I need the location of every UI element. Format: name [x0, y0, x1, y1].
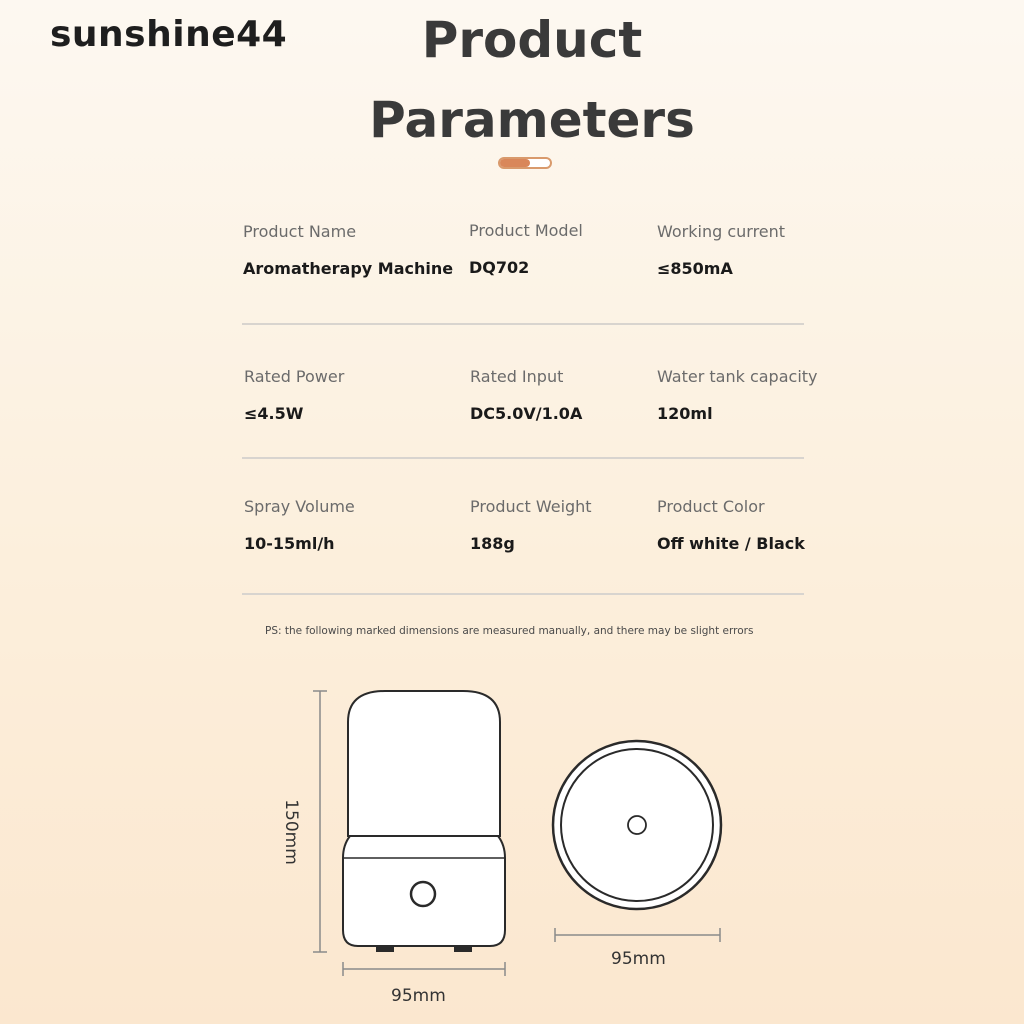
- top-view-machine: [553, 741, 721, 909]
- title-line-2: Parameters: [369, 91, 695, 149]
- param-value: DC5.0V/1.0A: [470, 404, 583, 423]
- param-value: ≤4.5W: [244, 404, 304, 423]
- front-view-machine: [343, 691, 505, 952]
- power-button-icon: [411, 882, 435, 906]
- top-width-dimension-line: [555, 928, 720, 942]
- front-width-label: 95mm: [391, 986, 446, 1006]
- param-label: Rated Power: [244, 367, 345, 386]
- watermark: sunshine44: [50, 14, 288, 55]
- param-label: Product Weight: [470, 497, 592, 516]
- param-value: 120ml: [657, 404, 713, 423]
- param-label: Water tank capacity: [657, 367, 818, 386]
- height-dimension-line: [313, 691, 327, 952]
- height-label: 150mm: [280, 799, 301, 865]
- param-value: 10-15ml/h: [244, 534, 335, 553]
- param-label: Spray Volume: [244, 497, 355, 516]
- param-label: Product Model: [469, 221, 583, 240]
- measurement-note: PS: the following marked dimensions are measured manually, and there may be slight errors: [265, 625, 754, 637]
- param-value: Off white / Black: [657, 534, 805, 553]
- param-value: Aromatherapy Machine: [243, 259, 454, 278]
- mist-outlet-icon: [628, 816, 646, 834]
- param-label: Rated Input: [470, 367, 564, 386]
- top-width-label: 95mm: [611, 949, 666, 969]
- param-value: 188g: [470, 534, 515, 553]
- param-label: Product Color: [657, 497, 765, 516]
- param-label: Product Name: [243, 222, 357, 241]
- param-value: DQ702: [469, 258, 530, 277]
- title-line-1: Product: [421, 11, 643, 69]
- front-width-dimension-line: [343, 962, 505, 976]
- param-value: ≤850mA: [657, 259, 733, 278]
- param-label: Working current: [657, 222, 786, 241]
